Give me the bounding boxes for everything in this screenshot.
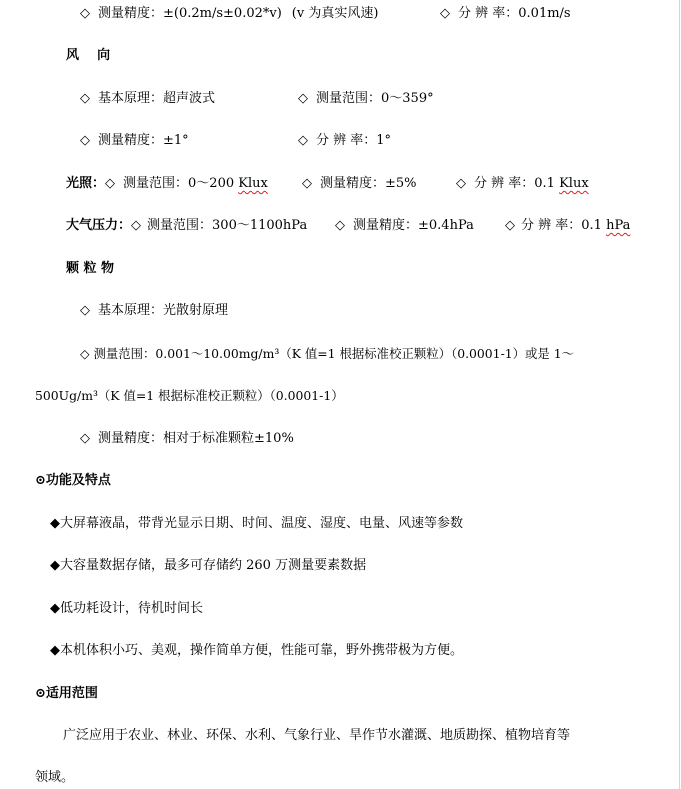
section-heading-illuminance: 光照： <box>66 176 106 191</box>
range-value: 0～200 <box>188 176 239 191</box>
resolution-label: 分 辨 率： <box>521 218 582 233</box>
bullet-diamond: ◇ <box>456 176 466 191</box>
particulates-principle <box>80 302 228 320</box>
scope-paragraph-line2: 领域。 <box>35 770 75 785</box>
range-value: 300～1100hPa <box>212 218 308 233</box>
wind-speed-resolution-line <box>440 5 571 23</box>
accuracy-value: ±0.4hPa <box>418 218 474 233</box>
resolution-value: 1° <box>376 133 392 148</box>
section-heading-scope: ⊙适用范围 <box>35 686 98 701</box>
feature-item-2: ◆大容量数据存储，最多可存储约 260 万测量要素数据 <box>50 558 367 573</box>
accuracy-label: 测量精度： <box>98 6 164 21</box>
bullet-diamond: ◇ <box>335 218 345 233</box>
bullet-diamond: ◇ <box>298 91 308 106</box>
bullet-diamond: ◇ <box>80 303 90 318</box>
resolution-value: 0.1 <box>581 218 607 233</box>
illuminance-line <box>66 175 268 193</box>
accuracy-label: 测量精度： <box>353 218 419 233</box>
bullet-diamond: ◇ <box>80 133 90 148</box>
bullet-diamond: ◇ <box>302 176 312 191</box>
section-heading-wind-direction: 风 向 <box>66 48 111 63</box>
scope-paragraph-line1: 广泛应用于农业、林业、环保、水利、气象行业、旱作节水灌溉、地质勘探、植物培育等 <box>63 728 571 743</box>
resolution-unit: Klux <box>559 176 589 191</box>
resolution-label: 分 辨 率： <box>316 133 377 148</box>
particulates-range-line2: 500Ug/m³（K 值=1 根据标准校正颗粒）（0.0001-1） <box>35 388 344 403</box>
resolution-label: 分 辨 率： <box>474 176 535 191</box>
page-right-border <box>679 0 680 789</box>
accuracy-label: 测量精度： <box>98 431 164 446</box>
pressure-line <box>66 217 307 235</box>
bullet-diamond: ◇ <box>80 91 90 106</box>
bullet-diamond: ◇ <box>80 431 90 446</box>
range-label: 测量范围： <box>316 91 382 106</box>
accuracy-value: 相对于标准颗粒±10% <box>163 431 294 446</box>
wind-direction-accuracy <box>80 132 189 150</box>
bullet-diamond: ◇ <box>105 176 116 191</box>
accuracy-note: (v 为真实风速) <box>291 6 379 21</box>
wind-direction-resolution <box>298 132 391 150</box>
illuminance-accuracy <box>302 175 417 193</box>
accuracy-value: ±1° <box>163 133 189 148</box>
accuracy-value: ±5% <box>385 176 417 191</box>
resolution-unit: hPa <box>606 218 631 233</box>
principle-label: 基本原理： <box>98 91 164 106</box>
particulates-accuracy <box>80 430 294 448</box>
bullet-diamond: ◇ <box>440 6 450 21</box>
feature-item-1: ◆大屏幕液晶，带背光显示日期、时间、温度、湿度、电量、风速等参数 <box>50 516 463 531</box>
illuminance-resolution <box>456 175 589 193</box>
resolution-value: 0.01m/s <box>518 6 571 21</box>
feature-item-4: ◆本机体积小巧、美观，操作简单方便，性能可靠，野外携带极为方便。 <box>50 643 463 658</box>
section-heading-particulates: 颗 粒 物 <box>66 261 115 276</box>
range-unit: Klux <box>238 176 268 191</box>
principle-value: 超声波式 <box>163 91 216 106</box>
pressure-resolution <box>505 217 630 235</box>
section-heading-features: ⊙功能及特点 <box>35 473 111 488</box>
bullet-diamond: ◇ <box>298 133 308 148</box>
particulates-range-line1: ◇ 测量范围：0.001～10.00mg/m³（K 值=1 根据标准校正颗粒）（0.0001-1）或是 1～ <box>80 346 575 361</box>
accuracy-value: ±(0.2m/s±0.02*v) <box>163 6 282 21</box>
wind-direction-range <box>298 90 434 108</box>
principle-label: 基本原理： <box>98 303 164 318</box>
pressure-accuracy <box>335 217 474 235</box>
accuracy-label: 测量精度： <box>320 176 386 191</box>
range-value: 0～359° <box>381 91 434 106</box>
resolution-label: 分 辨 率： <box>458 6 519 21</box>
principle-value: 光散射原理 <box>163 303 229 318</box>
section-heading-pressure: 大气压力： <box>66 218 132 233</box>
resolution-value: 0.1 <box>534 176 560 191</box>
wind-speed-accuracy-line <box>80 5 378 23</box>
bullet-diamond: ◇ <box>131 218 142 233</box>
range-label: 测量范围： <box>123 176 189 191</box>
bullet-diamond: ◇ <box>80 6 90 21</box>
range-label: 测量范围： <box>147 218 213 233</box>
bullet-diamond: ◇ <box>505 218 515 233</box>
wind-direction-principle <box>80 90 215 108</box>
accuracy-label: 测量精度： <box>98 133 164 148</box>
feature-item-3: ◆低功耗设计，待机时间长 <box>50 601 203 616</box>
